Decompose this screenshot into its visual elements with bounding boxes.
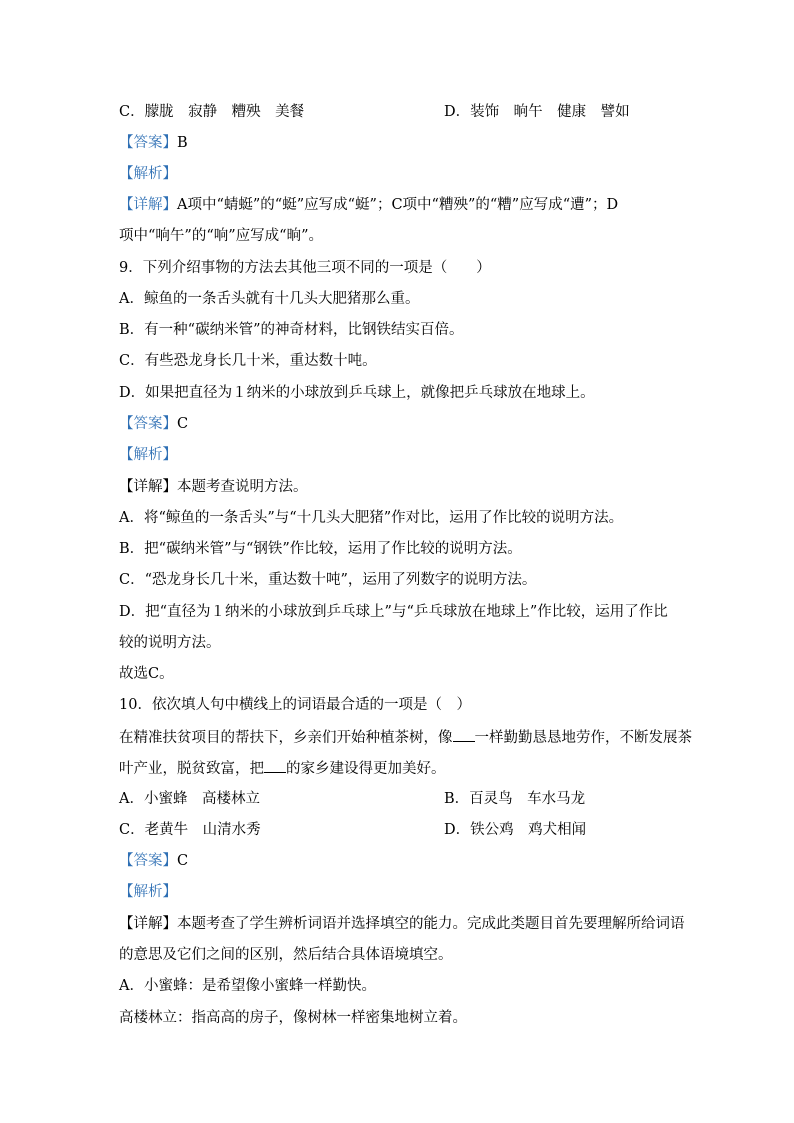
answer-tag: 【答案】 [119, 416, 177, 432]
q10-explanation-a-2: 高楼林立：指高高的房子，像树林一样密集地树立着。 [119, 1010, 467, 1026]
q8-detail-line-2: 项中“响午”的“响”应写成“晌”。 [119, 228, 323, 244]
q8-option-row [119, 102, 304, 122]
analysis-tag: 【解析】 [119, 884, 177, 900]
q10-blank-2 [264, 758, 286, 773]
q10-sentence-line-1 [119, 727, 692, 748]
answer-tag: 【答案】 [119, 135, 177, 151]
q9-analysis-line [119, 445, 177, 465]
q9-stem: 9．下列介绍事物的方法去其他三项不同的一项是（ ） [119, 260, 491, 276]
q9-detail-intro: 本题考查说明方法。 [177, 479, 308, 495]
q10-answer: C [177, 853, 189, 869]
q10-explanation-a-1: A．小蜜蜂：是希望像小蜜蜂一样勤快。 [119, 978, 376, 994]
q10-detail-line-1 [119, 914, 685, 934]
q10-answer-line [119, 851, 188, 871]
q9-option-d: D．如果把直径为１纳米的小球放到乒乓球上，就像把乒乓球放在地球上。 [119, 385, 595, 401]
analysis-tag: 【解析】 [119, 447, 177, 463]
q10-detail-line-2: 的意思及它们之间的区别，然后结合具体语境填空。 [119, 947, 453, 963]
q10-sentence-part-2: 一样勤勤恳恳地劳作，不断发展茶 [474, 730, 692, 746]
q9-option-b: B．有一种“碳纳米管”的神奇材料，比钢铁结实百倍。 [119, 322, 464, 338]
q9-option-a: A．鲸鱼的一条舌头就有十几头大肥猪那么重。 [119, 291, 420, 307]
q9-explanation-d-1: D．把“直径为１纳米的小球放到乒乓球上”与“乒乓球放在地球上”作比较，运用了作比 [119, 604, 668, 620]
q10-option-b: B．百灵鸟 车水马龙 [444, 791, 586, 807]
q8-detail-text-1: A项中“蜻蜓”的“蜓”应写成“蜓”；C项中“糟殃”的“糟”应写成“遭”；D [177, 197, 619, 213]
q9-option-c: C．有些恐龙身长几十米，重达数十吨。 [119, 353, 377, 369]
q9-detail-line [119, 477, 308, 497]
q10-sentence-part-1: 在精准扶贫项目的帮扶下，乡亲们开始种植茶树，像 [119, 730, 453, 746]
q8-answer-line [119, 133, 188, 153]
analysis-tag: 【解析】 [119, 166, 177, 182]
q9-answer-line [119, 414, 188, 434]
q10-sentence-part-3: 叶产业，脱贫致富，把 [119, 761, 264, 777]
q10-option-d: D．铁公鸡 鸡犬相闻 [444, 822, 587, 838]
q9-conclusion: 故选C。 [119, 666, 174, 682]
detail-tag: 【详解】 [119, 479, 177, 495]
detail-tag: 【详解】 [119, 197, 177, 213]
q10-option-a: A．小蜜蜂 高楼林立 [119, 791, 260, 807]
q10-stem: 10．依次填人句中横线上的词语最合适的一项是（ ） [119, 697, 471, 713]
detail-tag: 【详解】 [119, 916, 177, 932]
q8-analysis-line [119, 164, 177, 184]
q10-analysis-line [119, 882, 177, 902]
q10-sentence-part-4: 的家乡建设得更加美好。 [286, 761, 446, 777]
q8-detail-line-1 [119, 195, 618, 215]
q9-explanation-d-2: 较的说明方法。 [119, 635, 221, 651]
q8-answer: B [177, 135, 188, 151]
q10-option-c: C．老黄牛 山清水秀 [119, 822, 261, 838]
q8-option-d: D．装饰 晌午 健康 譬如 [444, 104, 630, 120]
answer-tag: 【答案】 [119, 853, 177, 869]
q10-blank-1 [453, 727, 475, 742]
q9-explanation-c: C．“恐龙身长几十米，重达数十吨”，运用了列数字的说明方法。 [119, 572, 537, 588]
q9-answer: C [177, 416, 189, 432]
q8-option-c: C．朦胧 寂静 糟殃 美餐 [119, 104, 305, 120]
q10-sentence-line-2 [119, 758, 446, 779]
q9-explanation-b: B．把“碳纳米管”与“钢铁”作比较，运用了作比较的说明方法。 [119, 541, 522, 557]
q9-explanation-a: A．将“鲸鱼的一条舌头”与“十几头大肥猪”作对比，运用了作比较的说明方法。 [119, 510, 624, 526]
q10-detail-text-1: 本题考查了学生辨析词语并选择填空的能力。完成此类题目首先要理解所给词语 [177, 916, 685, 932]
